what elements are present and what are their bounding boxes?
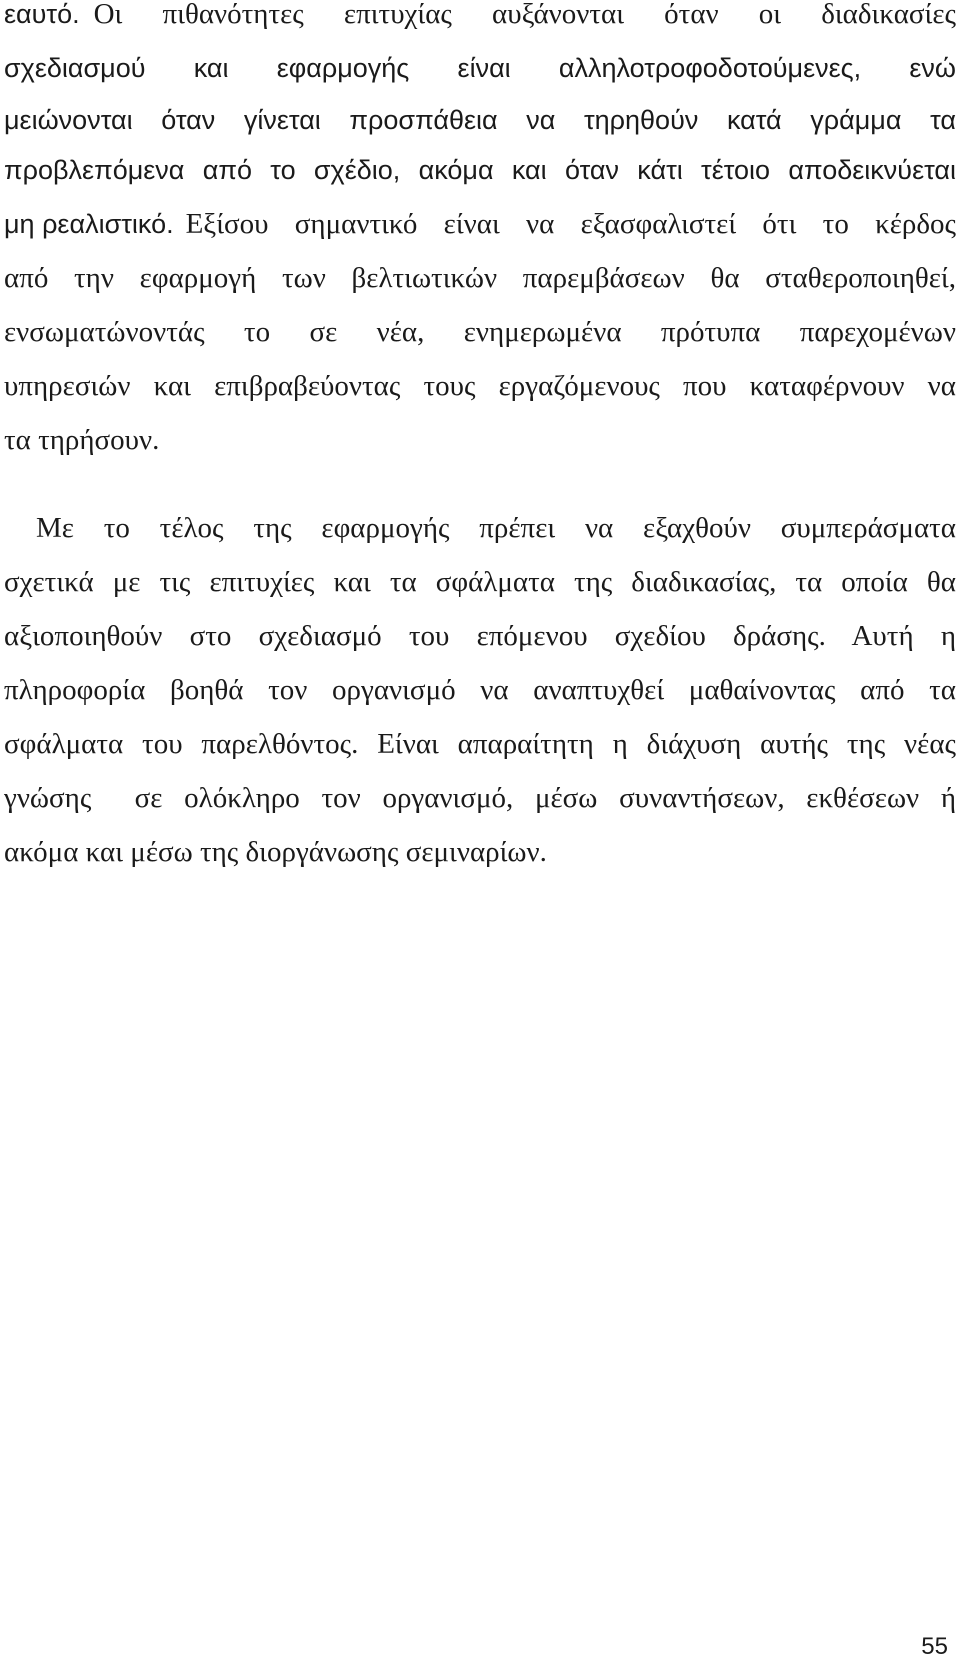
paragraph-line [4,366,956,406]
text-segment: μειώνονται όταν γίνεται προσπάθεια να τηρηθούν κατά γράμμα τα [4,105,956,135]
text-segment: υπηρεσιών και επιβραβεύοντας τους εργαζόμενους που καταφέρνουν να [4,370,956,402]
text-segment: Οι πιθανότητες επιτυχίας αυξάνονται όταν οι διαδικασίες [93,0,956,30]
paragraph-line [4,420,956,460]
paragraph-line [36,508,956,548]
text-segment: ακόμα και μέσω της διοργάνωσης σεμιναρίων. [4,836,547,868]
paragraph-line [4,778,956,818]
paragraph-line [4,204,956,244]
paragraph-line [4,100,956,140]
page-number: 55 [921,1633,948,1660]
text-segment: ενσωματώνοντάς το σε νέα, ενημερωμένα πρότυπα παρεχομένων [4,316,956,348]
paragraph-line [4,312,956,352]
paragraph-line [4,562,956,602]
paragraph-line [4,0,956,34]
paragraph-line [4,258,956,298]
paragraph-line [4,724,956,764]
text-segment: τα τηρήσουν. [4,424,160,456]
paragraph-line [4,150,956,190]
text-segment: εαυτό. [4,0,80,29]
text-segment: αξιοποιηθούν στο σχεδιασμό του επόμενου σχεδίου δράσης. Αυτή η [4,620,956,652]
paragraph-line [4,616,956,656]
text-segment: μη ρεαλιστικό. [4,209,174,239]
text-segment: πληροφορία βοηθά τον οργανισμό να αναπτυχθεί μαθαίνοντας από τα [4,674,956,706]
text-segment: από την εφαρμογή των βελτιωτικών παρεμβάσεων θα σταθεροποιηθεί, [4,262,956,294]
text-segment: σχεδιασμού και εφαρμογής είναι αλληλοτροφοδοτούμενες, ενώ [4,53,956,83]
text-segment: Εξίσου σημαντικό είναι να εξασφαλιστεί ότι το κέρδος [185,208,956,240]
paragraph-line [4,48,956,88]
paragraph-line [4,670,956,710]
text-segment: προβλεπόμενα από το σχέδιο, ακόμα και όταν κάτι τέτοιο αποδεικνύεται [4,155,956,185]
paragraph-line [4,832,956,872]
text-segment: γνώσης σε ολόκληρο τον οργανισμό, μέσω συναντήσεων, εκθέσεων ή [4,782,956,814]
text-segment: σχετικά με τις επιτυχίες και τα σφάλματα της διαδικασίας, τα οποία θα [4,566,956,598]
text-segment: σφάλματα του παρελθόντος. Είναι απαραίτητη η διάχυση αυτής της νέας [4,728,956,760]
text-segment: Με το τέλος της εφαρμογής πρέπει να εξαχθούν συμπεράσματα [36,512,956,544]
